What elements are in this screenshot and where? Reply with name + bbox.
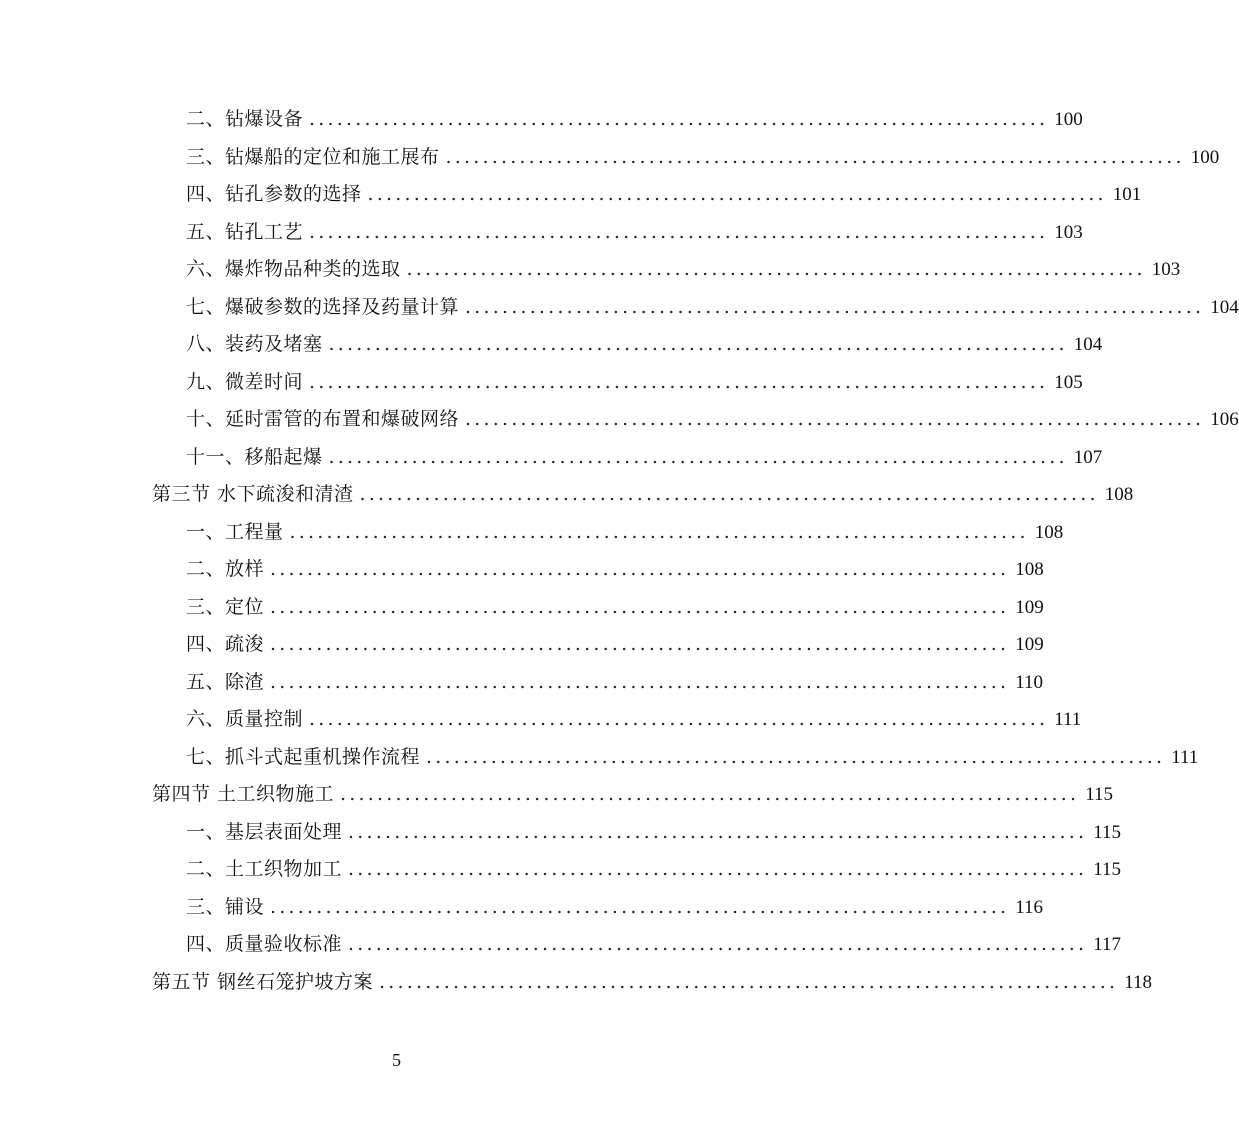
entry-page-number: 100 [1054, 109, 1083, 130]
entry-page-number: 108 [1034, 521, 1064, 543]
entry-title: 四、质量验收标准 [186, 933, 343, 955]
dot-leader: ................................................................................ [328, 333, 1068, 355]
toc-entry[interactable] [152, 701, 1082, 739]
dot-leader: ................................................................................ [348, 858, 1088, 880]
entry-title: 六、质量控制 [186, 708, 304, 730]
entry-title: 十一、移船起爆 [186, 445, 323, 468]
dot-leader: ................................................................................ [348, 933, 1088, 955]
dot-leader: ................................................................................ [309, 708, 1049, 730]
entry-page-number: 115 [1085, 784, 1114, 805]
dot-leader: ................................................................................ [465, 295, 1205, 318]
entry-page-number: 118 [1124, 971, 1153, 993]
toc-entry[interactable] [152, 739, 1199, 777]
entry-page-number: 108 [1104, 484, 1134, 505]
entry-title: 十、延时雷管的布置和爆破网络 [186, 408, 460, 430]
entry-page-number: 108 [1015, 559, 1044, 580]
toc-entry[interactable] [152, 289, 1239, 327]
entry-title: 一、工程量 [186, 520, 284, 543]
entry-page-number: 103 [1151, 259, 1181, 280]
entry-page-number: 115 [1093, 821, 1121, 843]
toc-entry[interactable] [152, 664, 1043, 702]
toc-entry[interactable] [152, 139, 1220, 177]
toc-entry[interactable] [152, 551, 1044, 589]
page-number: 5 [392, 1050, 401, 1070]
entry-title: 四、钻孔参数的选择 [186, 183, 362, 205]
entry-title: 第三节 水下疏浚和清渣 [152, 483, 354, 505]
toc-entry[interactable] [152, 401, 1239, 439]
toc-entry[interactable] [152, 814, 1121, 852]
entry-title: 第五节 钢丝石笼护坡方案 [152, 970, 374, 993]
toc-entry[interactable] [152, 214, 1083, 252]
dot-leader: ................................................................................ [270, 670, 1010, 693]
dot-leader: ................................................................................ [340, 783, 1080, 805]
entry-title: 三、铺设 [186, 895, 265, 918]
dot-leader: ................................................................................ [270, 895, 1010, 918]
entry-page-number: 110 [1015, 671, 1043, 693]
entry-page-number: 107 [1073, 446, 1103, 468]
toc-entry[interactable] [152, 176, 1142, 214]
dot-leader: ................................................................................ [289, 520, 1029, 543]
entry-title: 七、抓斗式起重机操作流程 [186, 745, 421, 768]
toc-entry[interactable] [152, 889, 1043, 927]
table-of-contents [152, 101, 1239, 1001]
entry-title: 四、疏浚 [186, 633, 265, 655]
entry-page-number: 106 [1210, 409, 1239, 430]
toc-entry[interactable] [152, 514, 1064, 552]
entry-title: 七、爆破参数的选择及药量计算 [186, 295, 460, 318]
entry-title: 三、钻爆船的定位和施工展布 [186, 145, 440, 168]
toc-entry[interactable] [152, 851, 1121, 889]
dot-leader: ................................................................................ [309, 220, 1049, 243]
dot-leader: ................................................................................ [406, 258, 1146, 280]
toc-entry[interactable] [152, 101, 1083, 139]
dot-leader: ................................................................................ [270, 595, 1010, 618]
entry-page-number: 111 [1054, 709, 1082, 730]
entry-page-number: 103 [1054, 221, 1083, 243]
entry-title: 一、基层表面处理 [186, 820, 343, 843]
entry-page-number: 101 [1112, 184, 1142, 205]
entry-page-number: 104 [1210, 296, 1239, 318]
toc-entry[interactable] [152, 439, 1103, 477]
entry-page-number: 115 [1093, 859, 1121, 880]
entry-title: 二、放样 [186, 558, 265, 580]
entry-title: 三、定位 [186, 595, 265, 618]
dot-leader: ................................................................................ [270, 558, 1010, 580]
entry-title: 第四节 土工织物施工 [152, 783, 335, 805]
toc-section-entry[interactable] [152, 476, 1134, 514]
dot-leader: ................................................................................ [309, 370, 1049, 393]
entry-page-number: 116 [1015, 896, 1043, 918]
entry-title: 五、除渣 [186, 670, 265, 693]
toc-entry[interactable] [152, 364, 1083, 402]
dot-leader: ................................................................................ [426, 745, 1166, 768]
entry-title: 二、土工织物加工 [186, 858, 343, 880]
entry-title: 六、爆炸物品种类的选取 [186, 258, 401, 280]
entry-title: 五、钻孔工艺 [186, 220, 304, 243]
entry-page-number: 117 [1093, 934, 1121, 955]
entry-title: 二、钻爆设备 [186, 108, 304, 130]
toc-entry[interactable] [152, 326, 1103, 364]
dot-leader: ................................................................................ [465, 408, 1205, 430]
toc-entry[interactable] [152, 626, 1044, 664]
toc-entry[interactable] [152, 589, 1044, 627]
entry-title: 八、装药及堵塞 [186, 333, 323, 355]
toc-section-entry[interactable] [152, 776, 1114, 814]
dot-leader: ................................................................................ [328, 445, 1068, 468]
entry-page-number: 100 [1190, 146, 1220, 168]
dot-leader: ................................................................................ [367, 183, 1107, 205]
dot-leader: ................................................................................ [348, 820, 1088, 843]
entry-page-number: 105 [1054, 371, 1083, 393]
toc-section-entry[interactable] [152, 964, 1153, 1002]
entry-page-number: 104 [1073, 334, 1103, 355]
dot-leader: ................................................................................ [445, 145, 1185, 168]
toc-entry[interactable] [152, 251, 1181, 289]
entry-page-number: 111 [1171, 746, 1199, 768]
entry-page-number: 109 [1015, 634, 1044, 655]
entry-page-number: 109 [1015, 596, 1044, 618]
dot-leader: ................................................................................ [359, 483, 1099, 505]
dot-leader: ................................................................................ [379, 970, 1119, 993]
entry-title: 九、微差时间 [186, 370, 304, 393]
toc-entry[interactable] [152, 926, 1121, 964]
dot-leader: ................................................................................ [309, 108, 1049, 130]
dot-leader: ................................................................................ [270, 633, 1010, 655]
